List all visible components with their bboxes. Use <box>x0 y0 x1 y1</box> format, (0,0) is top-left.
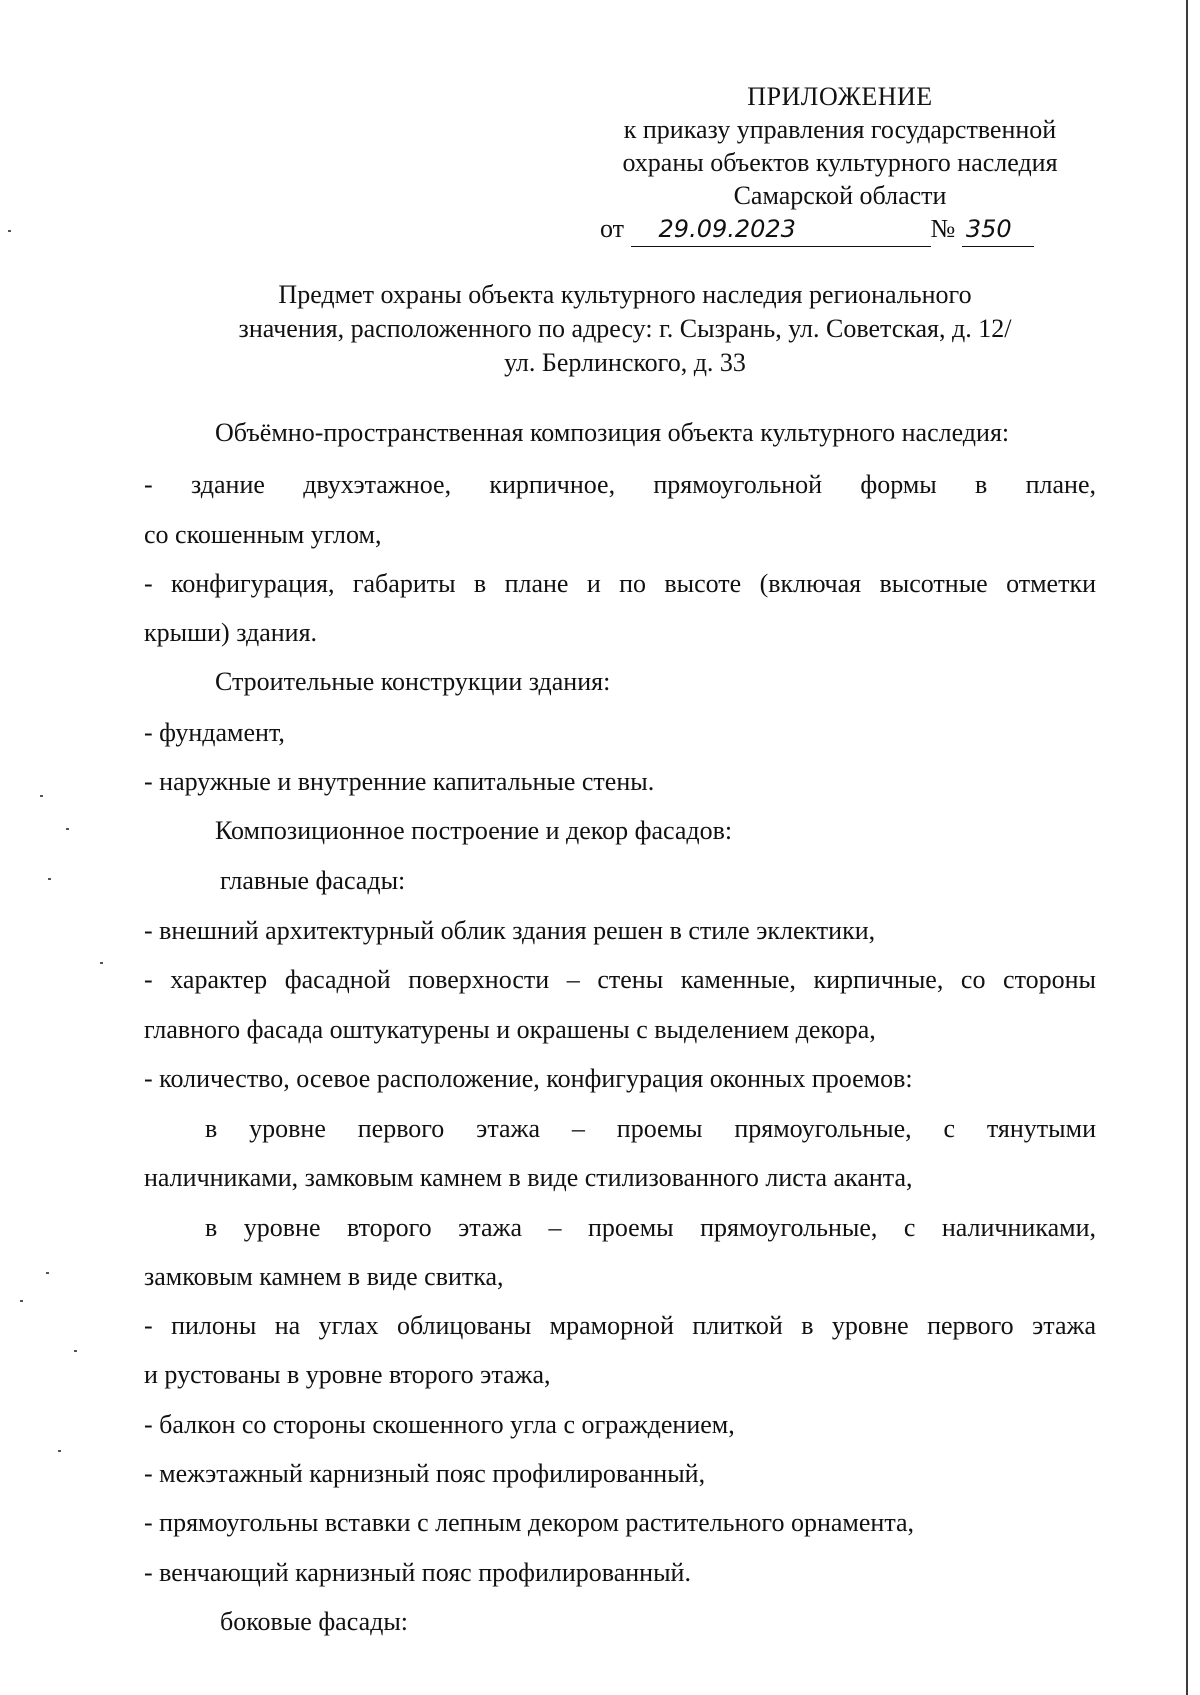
body-line: - наружные и внутренние капитальные стены. <box>144 767 655 796</box>
body-line: в уровне второго этажа – проемы прямоугольные, с наличниками, <box>205 1213 1096 1242</box>
appendix-title: ПРИЛОЖЕНИЕ <box>747 82 933 111</box>
body-line: главного фасада оштукатурены и окрашены с выделением декора, <box>144 1015 876 1044</box>
body-line: - венчающий карнизный пояс профилированный. <box>144 1558 691 1587</box>
body-line: наличниками, замковым камнем в виде стилизованного листа аканта, <box>144 1163 913 1192</box>
document-subject <box>150 278 1100 380</box>
body-line: - межэтажный карнизный пояс профилированный, <box>144 1459 706 1488</box>
section-heading: Строительные конструкции здания: <box>215 667 611 696</box>
handwritten-number: 350 <box>962 213 1034 247</box>
section-heading: Объёмно-пространственная композиция объекта культурного наследия: <box>215 418 1010 447</box>
scan-speck <box>40 795 43 797</box>
subsection-heading: боковые фасады: <box>220 1607 409 1636</box>
handwritten-date: 29.09.2023 <box>631 213 931 247</box>
body-line: в уровне первого этажа – проемы прямоугольные, с тянутыми <box>205 1114 1096 1143</box>
body-line: - внешний архитектурный облик здания решен в стиле эклектики, <box>144 916 876 945</box>
scan-speck <box>66 828 69 830</box>
body-line: и рустованы в уровне второго этажа, <box>144 1360 551 1389</box>
order-date-number-line <box>600 212 1034 247</box>
subject-line: ул. Берлинского, д. 33 <box>504 348 746 377</box>
body-line: - фундамент, <box>144 718 285 747</box>
body-line: - прямоугольны вставки с лепным декором растительного орнамента, <box>144 1508 915 1537</box>
appendix-line: к приказу управления государственной <box>623 115 1057 144</box>
body-line: крыши) здания. <box>144 618 318 647</box>
scan-speck <box>46 1272 49 1274</box>
section-heading: Композиционное построение и декор фасадов: <box>215 816 733 845</box>
body-line: - характер фасадной поверхности – стены каменные, кирпичные, со стороны <box>144 965 1096 994</box>
subject-line: значения, расположенного по адресу: г. Сызрань, ул. Советская, д. 12/ <box>238 314 1012 343</box>
body-line: - балкон со стороны скошенного угла с ограждением, <box>144 1410 735 1439</box>
scan-speck <box>8 230 11 232</box>
scan-speck <box>100 962 103 964</box>
scan-speck <box>48 878 51 880</box>
body-line: замковым камнем в виде свитка, <box>144 1262 504 1291</box>
appendix-header <box>590 80 1090 212</box>
date-prefix: от <box>600 214 625 243</box>
body-line: - количество, осевое расположение, конфигурация оконных проемов: <box>144 1064 913 1093</box>
subsection-heading: главные фасады: <box>220 866 406 895</box>
body-line: - конфигурация, габариты в плане и по высоте (включая высотные отметки <box>144 569 1096 598</box>
body-line: - пилоны на углах облицованы мраморной плиткой в уровне первого этажа <box>144 1311 1096 1340</box>
scan-speck <box>74 1350 77 1352</box>
scan-speck <box>58 1450 61 1452</box>
body-line: со скошенным углом, <box>144 520 382 549</box>
appendix-line: охраны объектов культурного наследия <box>622 148 1058 177</box>
body-line: - здание двухэтажное, кирпичное, прямоугольной формы в плане, <box>144 470 1096 499</box>
number-prefix: № <box>930 214 956 243</box>
scan-edge-line <box>1186 0 1188 1695</box>
appendix-line: Самарской области <box>733 181 947 210</box>
scan-speck <box>20 1300 23 1302</box>
subject-line: Предмет охраны объекта культурного наследия регионального <box>278 280 972 309</box>
